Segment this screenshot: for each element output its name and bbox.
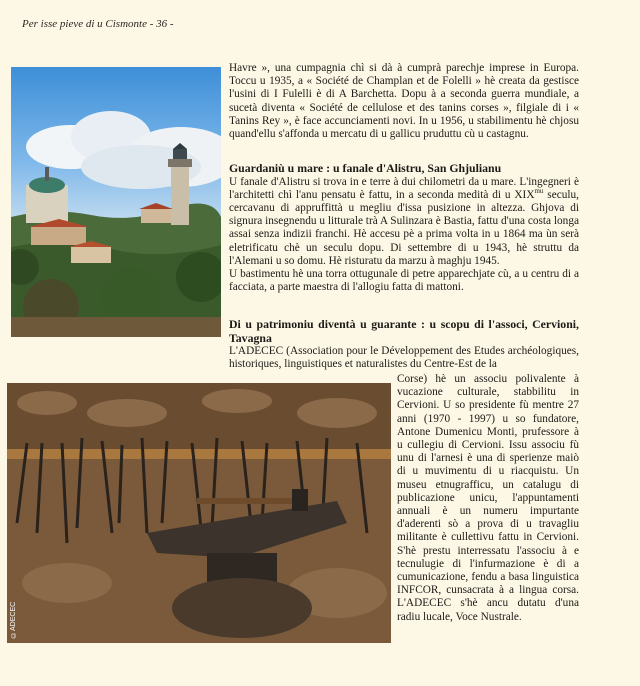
lighthouse-photo [11,67,221,337]
paragraph-lighthouse-2: U bastimentu hè una torra ottugunale di petre apparechjate cù, a u centru di a facciata, a parte maestra di l'allogiu fatta di mattoni. [229,267,579,294]
section-association [229,318,579,371]
blacksmith-tools-photo [7,383,391,643]
paragraph-lighthouse-1: U fanale d'Alistru si trova in e terre à dui chilometri da u mare. L'ingegneri è l'architetti chì l'anu pensatu è fattu, in a seconda medità di u $XIX^{mu}$ seculu, cercavanu di appruffittà u megliu d'issa pusizione in altezza. Ghjova di signura insegnendu u litturale trà A Sulinzara è Bastia, fattu d'una costa longa assai senza indizii franchi. Hè accesu pè a prima volta in u 1864 ma ùn serà eletrificatu chè un seculu dopu. Di settembre di u 1943, hè struttu da l'Alemani u so domu. Hè risturatu da marzu à maghju 1945. [229,175,579,267]
lighthouse-illustration [11,67,221,337]
photo-credit: ©ADECEC [10,601,17,638]
paragraph-intro: Havre », una cumpagnia chì si dà à cumprà parechje imprese in Europa. Toccu u 1935, a « Société de Champlan et de Folelli » hè creata da gestisce l'usini di I Fulelli è di A Barchetta. Dopu à a seconda guerra mundiale, a sucetà diventa « Société de cellulose et des tanins corses », filgiale di i « Tanins Rey », è face accunciamenti novi. In u 1956, u stabilimentu hè chjosu quand'ellu s'affonda u mercatu di u gallicu pruduttu cù u castagnu. [229,62,579,141]
section-heading-association: Di u patrimoniu diventà u guarante : u scopu di l'associ, Cervioni, Tavagna [229,317,579,345]
paragraph-association-1: L'ADECEC (Association pour le Développement des Etudes archéologiques, historiques, linguistiques et naturalistes du Centre-Est de la [229,345,579,371]
text-column-narrow [397,373,579,624]
paragraph-association-2: Corse) hè un associu polivalente à vucazione culturale, stabbilitu in Cervioni. U so presidente fù mentre 27 anni (1970 - 1997) u so fundatore, Antone Dumenicu Monti, prufessore à u cullegiu di Cervioni. Issu associu fù unu di l'arnesi è una di sperienze maiò di u muvimentu di u riacquistu. Un museu etnugrafficu, un catalugu di publicazione unicu, l'appuntamenti annuali è un numeru impurtante d'aderenti sò a prova di u travagliu militante è cullettivu fattu in Cervioni. S'hè prestu interressatu l'associu à e tecnulugie di l'infurmazione è di a cumunicazione, fendu a basa linguistica INFCOR, cunsacrata à a lingua corsa. L'ADECEC s'hè ancu dutatu d'una radiu lucale, Voce Nustrale. [397,373,579,623]
tools-illustration [7,383,391,643]
section-heading-lighthouse: Guardaniù u mare : u fanale d'Alistru, San Ghjulianu [229,161,502,175]
running-header: Per isse pieve di u Cismonte - 36 - [22,18,174,30]
text-column-top [229,62,579,141]
section-lighthouse [229,162,579,294]
